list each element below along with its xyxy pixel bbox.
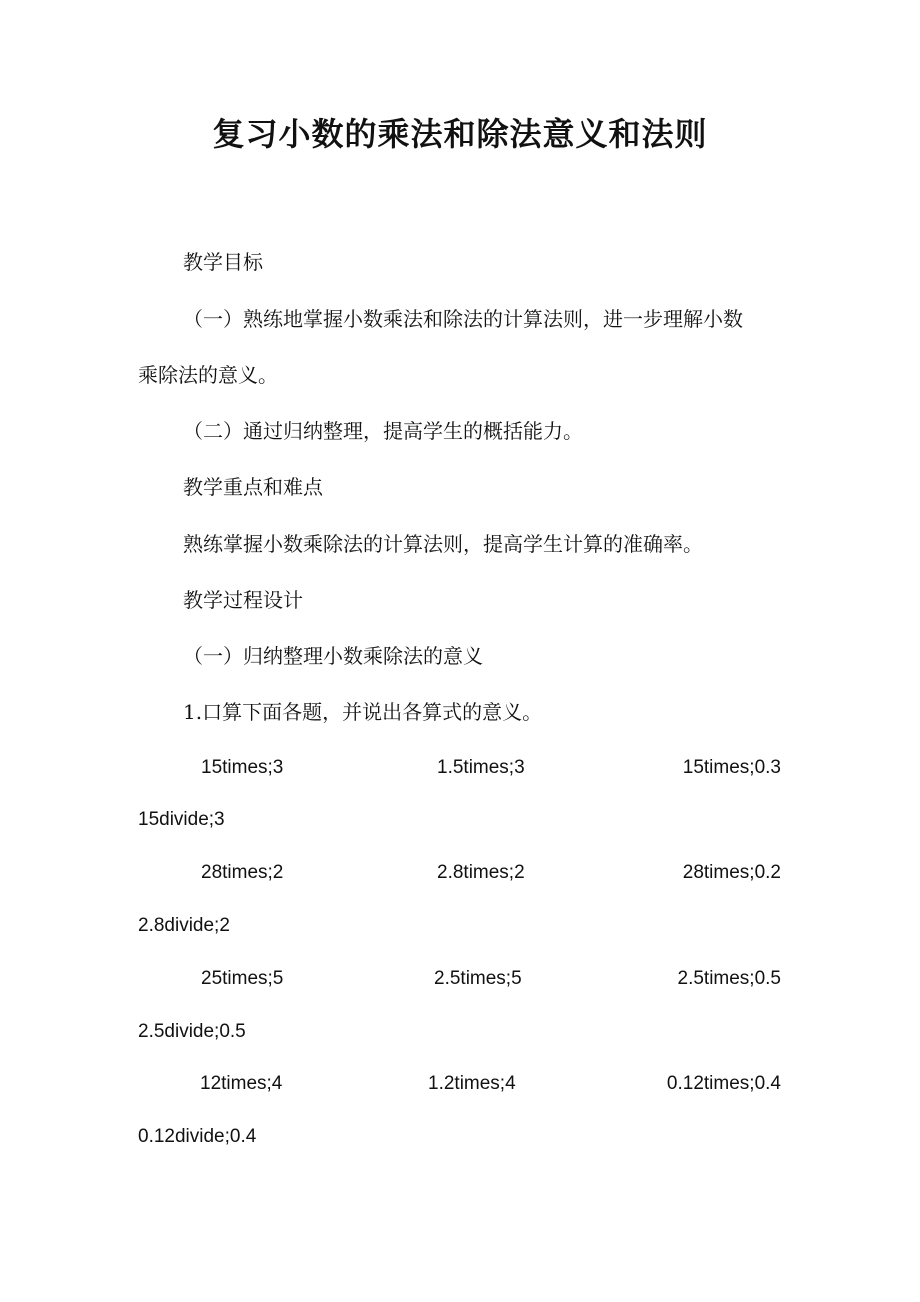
exercise-item: 25times;5 (201, 968, 284, 989)
exercise-item: 0.12divide;0.4 (138, 1126, 257, 1147)
exercise-item: 15times;0.3 (682, 757, 781, 778)
key-points-text: 熟练掌握小数乘除法的计算法则，提高学生计算的准确率。 (183, 532, 703, 556)
exercise-item: 0.12times;0.4 (666, 1073, 781, 1094)
exercise-item: 2.8times;2 (437, 862, 525, 883)
exercise-1-prompt: 1.口算下面各题，并说出各算式的意义。 (183, 700, 543, 724)
exercise-item: 2.5times;0.5 (677, 968, 781, 989)
exercise-item: 2.5divide;0.5 (138, 1021, 246, 1042)
exercise-item: 2.5times;5 (434, 968, 522, 989)
key-points-heading: 教学重点和难点 (183, 475, 323, 499)
exercise-item: 1.5times;3 (437, 757, 525, 778)
document-title: 复习小数的乘法和除法意义和法则 (212, 115, 708, 153)
objective-1-line-2: 乘除法的意义。 (138, 363, 278, 387)
exercise-item: 28times;0.2 (682, 862, 781, 883)
process-heading: 教学过程设计 (183, 588, 303, 612)
exercise-item: 12times;4 (200, 1073, 283, 1094)
objectives-heading: 教学目标 (183, 250, 263, 274)
exercise-item: 28times;2 (201, 862, 284, 883)
exercise-item: 1.2times;4 (428, 1073, 516, 1094)
exercise-item: 15times;3 (201, 757, 284, 778)
objective-2: （二）通过归纳整理，提高学生的概括能力。 (183, 419, 583, 443)
exercise-item: 15divide;3 (138, 809, 225, 830)
objective-1-line-1: （一）熟练地掌握小数乘法和除法的计算法则，进一步理解小数 (183, 307, 743, 331)
exercise-item: 2.8divide;2 (138, 915, 230, 936)
process-section-1: （一）归纳整理小数乘除法的意义 (183, 644, 483, 668)
